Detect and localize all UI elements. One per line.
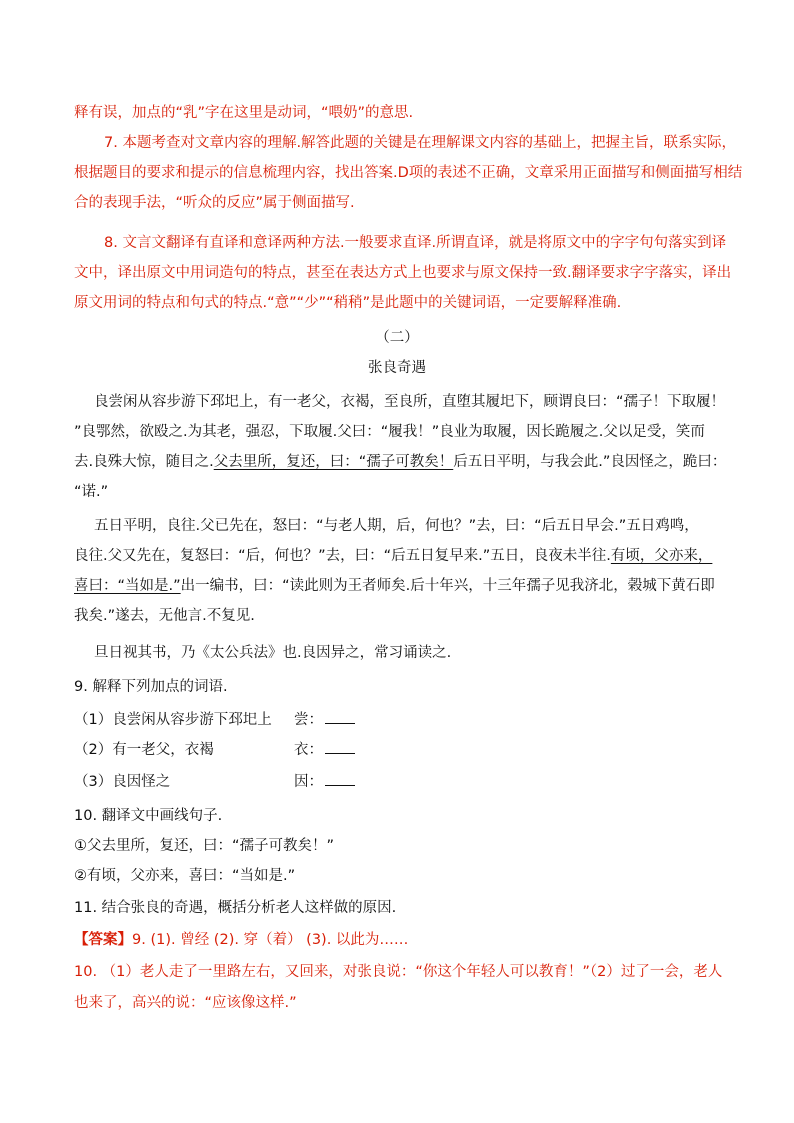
passage-line	[74, 546, 712, 566]
passage-line	[74, 452, 726, 472]
analysis-q7-line: 根据题目的要求和提示的信息梳理内容，找出答案.D项的表述不正确，文章采用正面描写和侧面描写相结	[74, 165, 743, 181]
section-title: 张良奇遇	[368, 360, 426, 376]
question-9-item	[74, 771, 355, 792]
answer-10-line: 也来了，高兴的说：“应该像这样.”	[74, 995, 297, 1011]
answer-10-line: 10. （1）老人走了一里路左右，又回来，对张良说：“你这个年轻人可以教育！”（2）过了一会，老人	[74, 964, 723, 980]
analysis-q7-line: 合的表现手法，“听众的反应”属于侧面描写.	[74, 195, 355, 211]
question-9-item-label: 尝：	[294, 712, 323, 728]
passage-line: 良尝闲从容步游下邳圯上，有一老父，衣褐，至良所，直堕其履圯下，顾谓良曰：“孺子！下取履！	[94, 394, 726, 410]
question-9-item-text: （1）良尝闲从容步游下邳圯上	[74, 712, 272, 728]
underlined-sentence-2: 有顷，父亦来，	[610, 548, 713, 564]
question-10-sentence: ①父去里所，复还，曰：“孺子可教矣！”	[74, 838, 335, 854]
question-9-item-text: （2）有一老父，衣褐	[74, 742, 214, 758]
answer-blank	[325, 709, 355, 724]
answer-blank	[325, 739, 355, 754]
analysis-q8-line: 文中，译出原文中用词造句的特点，甚至在表达方式上也要求与原文保持一致.翻译要求字字落实，译出	[74, 265, 732, 281]
underlined-sentence-1: 父去里所，复还，曰：“孺子可教矣！	[213, 454, 454, 470]
passage-text: 去.良殊大惊，随目之.	[74, 454, 214, 470]
question-9: 9. 解释下列加点的词语.	[74, 679, 228, 695]
answer-label: 【答案】	[74, 932, 132, 948]
question-11: 11. 结合张良的奇遇，概括分析老人这样做的原因.	[74, 900, 397, 916]
passage-line: 我矣.”遂去，无他言.不复见.	[74, 608, 255, 624]
analysis-q8-line: 原文用词的特点和句式的特点.“意”“少”“稍稍”是此题中的关键词语，一定要解释准确.	[74, 295, 622, 311]
question-10-sentence: ②有顷，父亦来，喜曰：“当如是.”	[74, 868, 296, 884]
question-9-item	[74, 709, 355, 730]
passage-line: “诺.”	[74, 484, 109, 500]
passage-text: 出一编书，曰：“读此则为王者师矣.后十年兴，十三年孺子见我济北，榖城下黄石即	[180, 578, 715, 594]
underlined-sentence-2: 喜曰：“当如是.”	[74, 578, 181, 594]
answer-blank	[325, 771, 355, 786]
analysis-line: 释有误，加点的“乳”字在这里是动词，“喂奶”的意思.	[74, 105, 414, 121]
passage-line: 旦日视其书，乃《太公兵法》也.良因异之，常习诵读之.	[94, 645, 452, 661]
question-9-item-label: 因：	[294, 774, 323, 790]
question-9-item-label: 衣：	[294, 742, 323, 758]
answer-9: 9. (1). 曾经 (2). 穿（着） (3). 以此为……	[132, 932, 409, 948]
passage-text: 后五日平明，与我会此.”良因怪之，跪曰：	[453, 454, 727, 470]
passage-line: ”良鄂然，欲殴之.为其老，强忍，下取履.父曰：“履我！”良业为取履，因长跪履之.父以足受，笑而	[74, 424, 705, 440]
answer-line	[74, 930, 408, 950]
passage-line: 五日平明，良往.父已先在，怒曰：“与老人期，后，何也？”去，曰：“后五日早会.”五日鸡鸣，	[94, 518, 699, 534]
question-9-item	[74, 739, 355, 760]
section-number: （二）	[375, 330, 419, 346]
analysis-q8-line: 8. 文言文翻译有直译和意译两种方法.一般要求直译.所谓直译，就是将原文中的字字句句落实到译	[104, 235, 727, 251]
analysis-q7-line: 7. 本题考查对文章内容的理解.解答此题的关键是在理解课文内容的基础上，把握主旨，联系实际，	[104, 135, 737, 151]
passage-text: 良往.父又先在，复怒曰：“后，何也？”去，曰：“后五日复早来.”五日，良夜未半往.	[74, 548, 611, 564]
question-10: 10. 翻译文中画线句子.	[74, 808, 223, 824]
passage-line	[74, 576, 715, 596]
question-9-item-text: （3）良因怪之	[74, 774, 171, 790]
